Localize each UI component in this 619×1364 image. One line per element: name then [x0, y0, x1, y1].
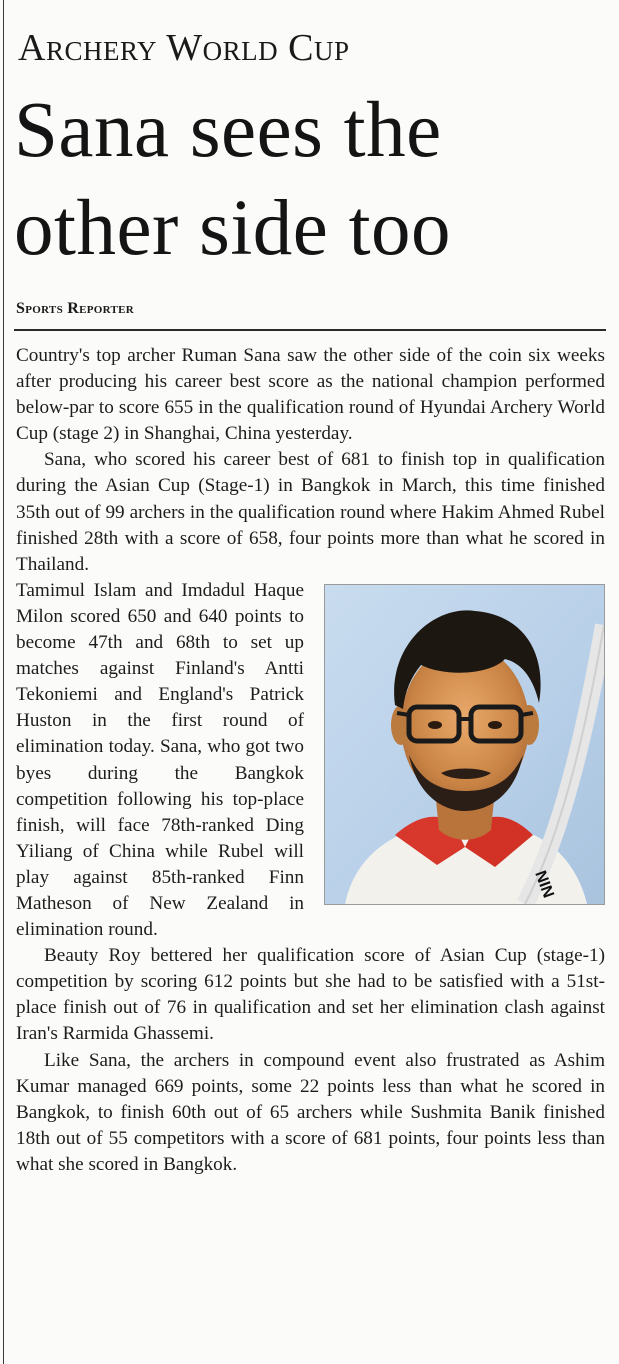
paragraph-5: Like Sana, the archers in compound event also frustrated as Ashim Kumar managed 669 points, some 22 points less than what he scored in Bangkok, to finish 60th out of 65 archers while Sushmita Banik finished 18th out of 55 competitors with a score of 681 points, four points less than what she scored in Bangkok.: [16, 1049, 605, 1175]
byline: Sports Reporter: [16, 300, 135, 317]
bow-lettering: NIN: [531, 868, 557, 901]
paragraph-2: Sana, who scored his career best of 681 to finish top in qualification during the Asian Cup (Stage-1) in Bangkok in March, this time finished 35th out of 99 archers in the qualification round where Hakim Ahmed Rubel finished 28th with a score of 658, four points more than what he scored in Thailand.: [16, 449, 605, 575]
article-body: [16, 343, 605, 1178]
paragraph-3: Tamimul Islam and Imdadul Haque Milon scored 650 and 640 points to become 47th and 68th to set up matches against Finland's Antti Tekoniemi and England's Patrick Huston in the first round of elimination today. Sana, who got two byes during the Bangkok competition following his top-place finish, will face 78th-ranked Ding Yiliang of China while Rubel will play against 85th-ranked Finn Matheson of New Zealand in elimination round.: [16, 579, 304, 941]
headline: [14, 82, 614, 278]
section-kicker: Archery World Cup: [18, 27, 350, 69]
byline-divider: [14, 329, 606, 331]
column-rule: [3, 0, 4, 1364]
archer-photo: [324, 584, 605, 905]
headline-line-1: Sana sees the: [14, 87, 442, 174]
paragraph-4: Beauty Roy bettered her qualification score of Asian Cup (stage-1) competition by scoring 612 points but she had to be satisfied with a 51st-place finish out of 76 in qualification and set her elimination clash against Iran's Rarmida Ghassemi.: [16, 945, 605, 1045]
paragraph-1: Country's top archer Ruman Sana saw the other side of the coin six weeks after producing his career best score as the national champion performed below-par to score 655 in the qualification round of Hyundai Archery World Cup (stage 2) in Shanghai, China yesterday.: [16, 345, 605, 445]
headline-line-2: other side too: [14, 185, 452, 272]
